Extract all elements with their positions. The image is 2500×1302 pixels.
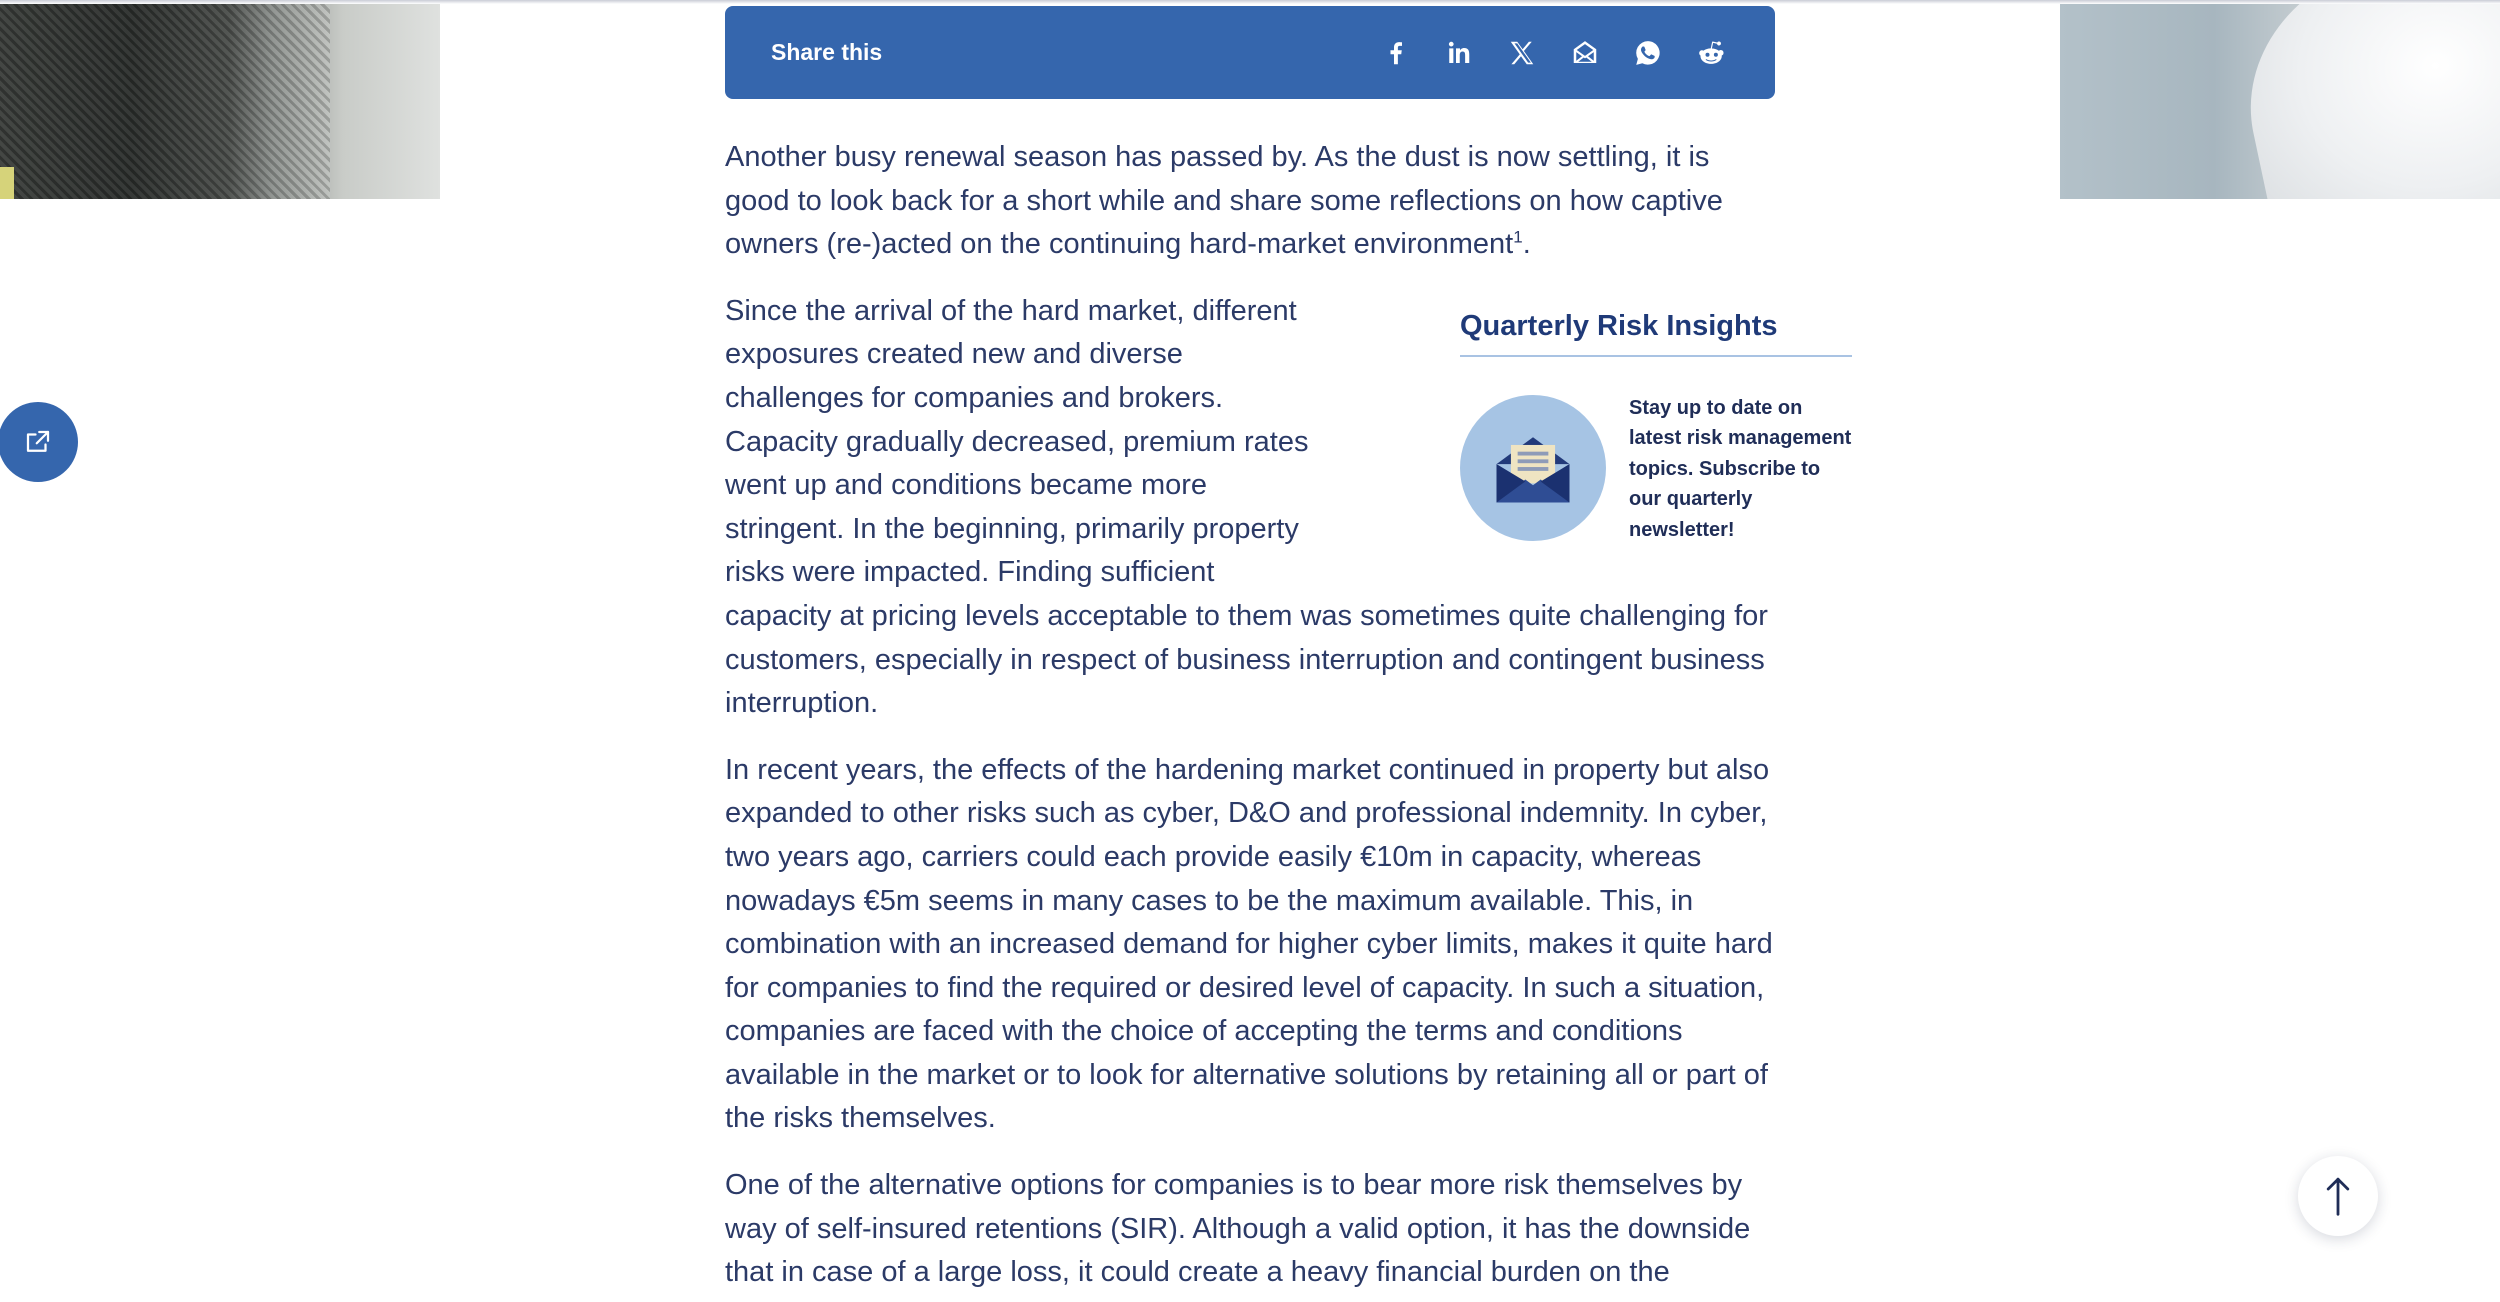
top-shadow <box>0 0 2500 4</box>
reddit-icon[interactable] <box>1693 35 1729 71</box>
newsletter-widget[interactable] <box>1460 306 1852 546</box>
email-icon[interactable] <box>1567 35 1603 71</box>
external-link-icon <box>23 427 53 457</box>
article-body <box>725 136 1852 1302</box>
hero-texture <box>0 0 330 199</box>
hero-image-right <box>2060 0 2500 199</box>
facebook-icon[interactable] <box>1378 35 1414 71</box>
linkedin-icon[interactable] <box>1441 35 1477 71</box>
newsletter-text: Stay up to date on latest risk management topics. Subscribe to our quarterly newsletter! <box>1629 396 1852 541</box>
share-label: Share this <box>771 39 883 65</box>
external-link-button[interactable] <box>0 402 78 482</box>
article-paragraph: In recent years, the effects of the hardening market continued in property but also expanded to other risks such as cyber, D&O and professional indemnity. In cyber, two years ago, carriers could each provide easily €10m in capacity, whereas nowadays €5m seems in many cases to be the maximum available. This, in combination with an increased demand for higher cyber limits, makes it quite hard for companies to find the required or desired level of capacity. In such a situation, companies are faced with the choice of accepting the terms and conditions available in the market or to look for alternative solutions by retaining all or part of the risks themselves. <box>725 753 1773 1135</box>
article-paragraph: Another busy renewal season has passed by. As the dust is now settling, it is good to look back for a short while and share some reflections on how captive owners (re-)acted on the continuing hard-market environment$^1$. <box>725 141 1723 261</box>
share-icons <box>1378 35 1729 71</box>
hero-shirt <box>2224 0 2500 199</box>
back-to-top-button[interactable] <box>2298 1156 2378 1236</box>
newsletter-body <box>1460 395 1852 546</box>
arrow-up-icon <box>2323 1175 2353 1217</box>
share-bar <box>725 6 1775 99</box>
envelope-icon <box>1460 395 1606 541</box>
hero-image-left <box>0 0 440 199</box>
x-icon[interactable] <box>1504 35 1540 71</box>
footnote-ref[interactable]: 1 <box>1513 227 1523 247</box>
article-paragraph: One of the alternative options for companies is to bear more risk themselves by way of self-insured retentions (SIR). Although a valid option, it has the downside that in case of a large loss, it could create a heavy financial burden on the <box>725 1169 1751 1289</box>
newsletter-title: Quarterly Risk Insights <box>1460 306 1852 357</box>
whatsapp-icon[interactable] <box>1630 35 1666 71</box>
article-paragraph: Since the arrival of the hard market, different exposures created new and diverse challenges for companies and brokers. Capacity gradually decreased, premium rates went up and conditions became more stringent. In the beginning, primarily property risks were impacted. Finding sufficient capacity at pricing levels acceptable to them was sometimes quite challenging for customers, especially in respect of business interruption and contingent business interruption. <box>725 294 1768 720</box>
hero-accent <box>0 167 14 199</box>
